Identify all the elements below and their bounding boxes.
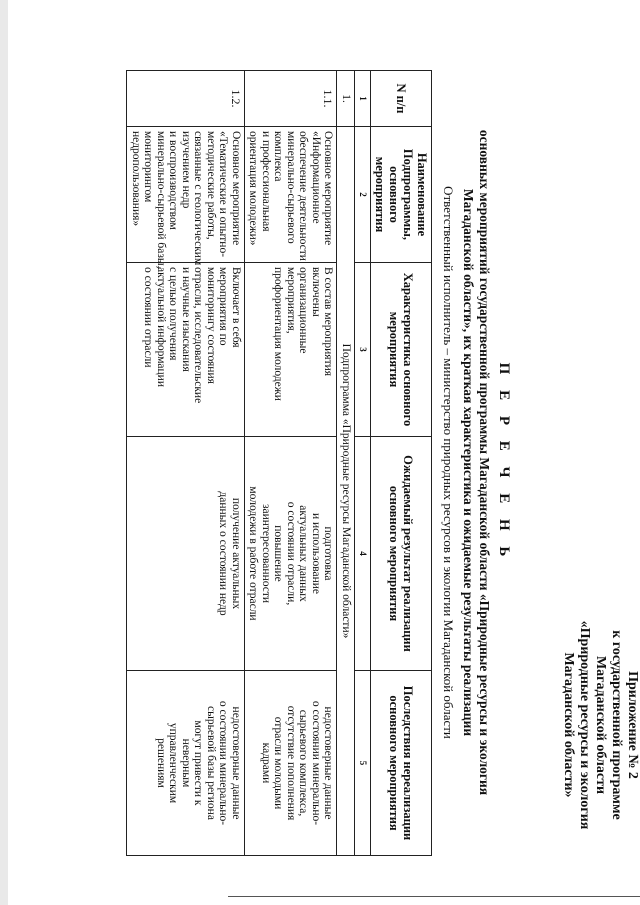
- text-line: о состоянии минерально-: [310, 700, 322, 826]
- text-line: кадрами: [260, 742, 272, 784]
- text-line: недропользования»: [130, 131, 142, 227]
- text-line: недостоверные данные: [230, 706, 242, 820]
- text-line: ориентация молодежи»: [247, 131, 260, 246]
- text-line: мониторингом: [142, 131, 155, 203]
- header-result: Ожидаемый результат реализации основного мероприятия: [371, 437, 432, 671]
- column-number: 1: [355, 71, 371, 127]
- text-line: и научные изыскания: [180, 267, 192, 372]
- text-line: данных о состоянии недр: [217, 491, 230, 616]
- text-line: В состав мероприятия: [322, 267, 335, 377]
- text-line: актуальной информации: [155, 267, 167, 387]
- text-line: Включает в себя: [230, 267, 242, 348]
- text-line: отрасли, исследовательские: [192, 267, 205, 404]
- text-line: отрасли молодыми: [272, 716, 285, 810]
- text-line: Основное мероприятие: [230, 131, 242, 246]
- text-line: о состоянии отрасли: [142, 267, 155, 368]
- text-line: профориентация молодежи: [272, 267, 285, 401]
- column-number-row: [355, 71, 371, 856]
- appendix-line: «Природные ресурсы и экология: [577, 620, 592, 830]
- text-line: и воспроизводством: [167, 131, 180, 230]
- text-line: молодежи в работе отрасли: [247, 486, 260, 621]
- table-header-row: [371, 71, 432, 856]
- text-line: могут привести к: [192, 720, 205, 806]
- appendix-line: Магаданской области»: [561, 652, 576, 798]
- subprogram-name: Подпрограмма «Природные ресурсы Магаданской области»: [337, 127, 355, 856]
- text-line: повышение: [272, 525, 285, 582]
- measure-result: [127, 437, 245, 671]
- text-line: неверным: [180, 738, 192, 788]
- appendix-line: Магаданской области: [593, 655, 608, 795]
- document-title: П Е Р Е Ч Е Н Ь: [496, 362, 512, 563]
- text-line: «Информационное: [310, 131, 322, 224]
- measure-description: [245, 263, 338, 437]
- text-line: организационные: [297, 267, 310, 354]
- header-number: N п/п: [371, 71, 432, 127]
- rotated-sheet: [130, 70, 640, 855]
- text-line: о состоянии отрасли,: [285, 501, 297, 606]
- measure-consequences: [127, 671, 245, 856]
- text-line: мероприятия,: [285, 267, 297, 334]
- column-number: 4: [355, 437, 371, 671]
- measure-description: [127, 263, 245, 437]
- text-line: решениям: [155, 738, 167, 788]
- bottom-rule: [228, 896, 640, 897]
- subtitle-line: основных мероприятий государственной программы Магаданской области «Природные ресурсы и экология: [477, 129, 492, 796]
- column-number: 2: [355, 127, 371, 263]
- text-line: сырьевого комплекса,: [297, 709, 310, 817]
- text-line: управленческим: [167, 722, 180, 804]
- text-line: минерально-сырьевой базы,: [155, 131, 167, 269]
- subtitle-line: Магаданской области», их краткая характеристика и ожидаемые результаты реализации: [461, 188, 476, 737]
- header-description: Характеристика основного мероприятия: [371, 263, 432, 437]
- text-line: связанные с геологическим: [192, 131, 205, 266]
- responsible-executor: Ответственный исполнитель – министерство природных ресурсов и экологии Магаданской области: [441, 186, 456, 739]
- header-consequences: Последствия нереализации основного мероприятия: [371, 671, 432, 856]
- text-line: «Тематические и опытно-: [217, 131, 230, 258]
- text-line: актуальных данных: [297, 505, 310, 602]
- text-line: мониторингу состояния: [205, 267, 217, 384]
- measure-consequences: [245, 671, 338, 856]
- text-line: Основное мероприятие: [322, 131, 335, 246]
- header-name: Наименование Подпрограммы, основного мероприятия: [371, 127, 432, 263]
- row-number: 1.2.: [127, 71, 245, 127]
- text-line: мероприятия по: [217, 267, 230, 346]
- text-line: комплекса: [272, 131, 285, 182]
- row-number: 1.1.: [245, 71, 338, 127]
- subprogram-number: 1.: [337, 71, 355, 127]
- table-row: [245, 71, 338, 856]
- document-subtitle: [460, 70, 492, 855]
- text-line: с целью получения: [167, 267, 180, 361]
- measure-name: [127, 127, 245, 269]
- text-line: и профессиональная: [260, 131, 272, 232]
- page-edge: [0, 0, 8, 905]
- text-line: сырьевой базы региона: [205, 706, 217, 820]
- appendix-line: Приложение № 2: [625, 671, 640, 779]
- column-number: 3: [355, 263, 371, 437]
- text-line: и использование: [310, 512, 322, 595]
- text-line: заинтересованности: [260, 503, 272, 604]
- measures-table: [127, 70, 433, 856]
- text-line: минерально-сырьевого: [285, 131, 297, 244]
- appendix-line: к государственной программе: [609, 630, 624, 820]
- text-line: о состоянии минерально-: [217, 700, 230, 826]
- subprogram-row: [337, 71, 355, 856]
- text-line: недостоверные данные: [322, 706, 335, 820]
- text-line: получение актуальных: [230, 497, 242, 610]
- measure-name: [245, 127, 338, 263]
- appendix-header: [560, 595, 640, 855]
- text-line: включены: [310, 267, 322, 317]
- column-number: 5: [355, 671, 371, 856]
- text-line: обеспечение деятельности: [297, 131, 310, 261]
- text-line: изучением недр: [180, 131, 192, 209]
- text-line: методические работы,: [205, 131, 217, 240]
- measure-result: [245, 437, 338, 671]
- table-row: [127, 71, 245, 856]
- text-line: подготовка: [322, 526, 335, 581]
- text-line: отсутствие пополнения: [285, 705, 297, 821]
